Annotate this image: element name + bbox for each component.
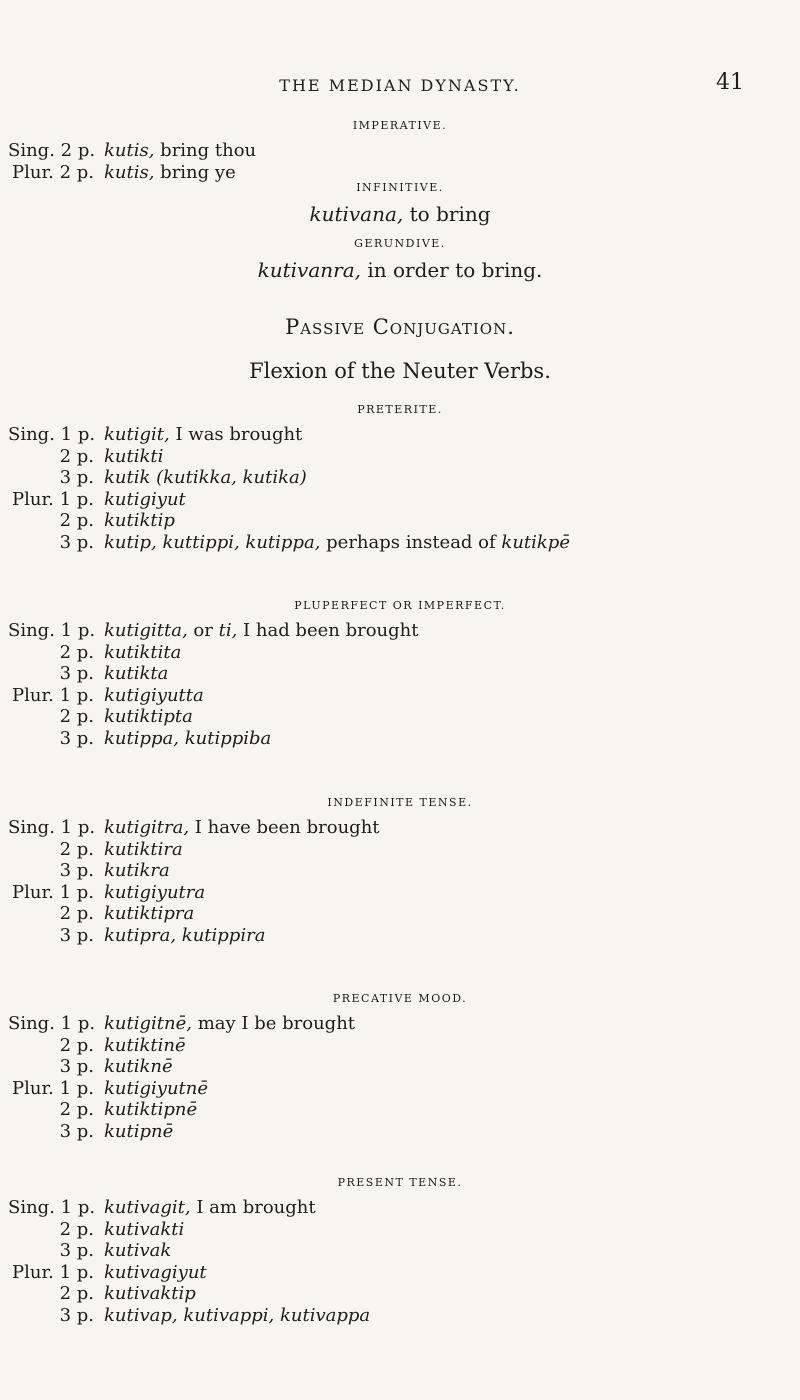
infinitive-line: [0, 202, 800, 226]
person-number: Plur. 1 p.: [12, 1077, 94, 1099]
person-number: 2 p.: [59, 903, 94, 924]
paradigm-row: [0, 1013, 800, 1035]
person-number: 3 p.: [59, 1304, 94, 1326]
paradigm-row: [0, 642, 800, 664]
section-heading: INDEFINITE TENSE.: [327, 796, 473, 809]
gloss: in order to bring.: [361, 258, 543, 282]
verb-form: kutivagiyut: [104, 1261, 207, 1283]
gloss: to bring: [403, 202, 491, 226]
verb-form: kutik (kutikka, kutika): [104, 467, 307, 488]
paradigm-row: [0, 1219, 800, 1241]
person-number: Plur. 1 p.: [12, 684, 94, 706]
verb-form: kutip, kuttippi, kutippa,: [104, 531, 321, 553]
verb-form: kutivakti: [104, 1218, 185, 1240]
tense-section: [0, 598, 800, 749]
person-number: Sing. 1 p.: [8, 817, 96, 838]
paradigm-row: [0, 728, 800, 750]
verb-form: kutivaktip: [104, 1283, 196, 1304]
running-title: THE MEDIAN DYNASTY.: [279, 76, 521, 95]
person-number: 2 p.: [59, 641, 94, 663]
gloss: I am brought: [190, 1197, 316, 1218]
paradigm-row: [0, 489, 800, 511]
verb-form-alt: kutikpē: [501, 531, 570, 553]
person-number: Sing. 1 p.: [8, 1197, 96, 1218]
verb-form: kutiktipta: [104, 706, 193, 727]
tense-section: [0, 1175, 800, 1326]
person-number: 2 p.: [59, 706, 94, 727]
verb-form: kutigiyutta: [104, 684, 204, 706]
imperative-section: [0, 118, 800, 183]
paradigm-row: [0, 882, 800, 904]
verb-form: kutiknē: [104, 1056, 173, 1077]
paradigm-row: [0, 1262, 800, 1284]
gloss: I have been brought: [189, 817, 380, 838]
paradigm-row: [0, 467, 800, 489]
paradigm-row: [0, 860, 800, 882]
gloss: I was brought: [169, 424, 303, 445]
paradigm-row: [0, 1240, 800, 1262]
infinitive-section: [0, 180, 800, 226]
person-number: 2 p.: [59, 1218, 94, 1240]
person-number: 3 p.: [59, 531, 94, 553]
gloss: or: [187, 620, 219, 641]
paradigm-row: [0, 1283, 800, 1305]
verb-form: kutivanra,: [257, 258, 361, 282]
person-number: 3 p.: [59, 727, 94, 749]
passive-heading: [0, 312, 800, 342]
section-heading: INFINITIVE.: [356, 181, 444, 194]
person-number: 2 p.: [59, 1283, 94, 1304]
paradigm-row: [0, 839, 800, 861]
section-heading: PRESENT TENSE.: [337, 1176, 463, 1189]
verb-form: kutiktip: [104, 510, 175, 531]
person-number: Plur. 1 p.: [12, 1261, 94, 1283]
verb-form: kutigiyut: [104, 488, 186, 510]
person-number: Sing. 2 p.: [8, 140, 96, 161]
person-number: 3 p.: [59, 1240, 94, 1261]
verb-form: kutiktinē: [104, 1034, 186, 1056]
paradigm-row: [0, 706, 800, 728]
verb-form-alt: ti,: [218, 620, 238, 641]
paradigm-row: [0, 1035, 800, 1057]
verb-form: kutiktipnē: [104, 1099, 198, 1120]
person-number: Plur. 1 p.: [12, 881, 94, 903]
person-number: Plur. 1 p.: [12, 488, 94, 510]
person-number: Sing. 1 p.: [8, 424, 96, 445]
gerundive-section: [0, 236, 800, 282]
gloss: may I be brought: [191, 1013, 356, 1034]
verb-form: kutis,: [104, 140, 155, 161]
paradigm-row: [0, 446, 800, 468]
verb-form: kutigit,: [104, 424, 170, 445]
verb-form: kutipra, kutippira: [104, 924, 266, 946]
person-number: Sing. 1 p.: [8, 1013, 96, 1034]
paradigm-row: [0, 1056, 800, 1078]
verb-form: kutivana,: [309, 202, 404, 226]
paradigm-row: [0, 140, 800, 162]
person-number: 3 p.: [59, 1120, 94, 1142]
paradigm-row: [0, 1305, 800, 1327]
person-number: 2 p.: [59, 445, 94, 467]
section-heading: IMPERATIVE.: [352, 119, 448, 132]
verb-form: kutipnē: [104, 1120, 174, 1142]
gloss: I had been brought: [237, 620, 419, 641]
page-number: 41: [716, 70, 744, 95]
person-number: 3 p.: [59, 467, 94, 488]
paradigm-row: [0, 1099, 800, 1121]
verb-form: kutigitra,: [104, 817, 190, 838]
section-heading: PLUPERFECT OR IMPERFECT.: [294, 599, 506, 612]
paradigm-row: [0, 510, 800, 532]
paradigm-row: [0, 685, 800, 707]
paradigm-row: [0, 1197, 800, 1219]
verb-form: kutikra: [104, 860, 170, 881]
section-heading: PRECATIVE MOOD.: [332, 992, 468, 1005]
passive-subtitle: Flexion of the Neuter Verbs.: [249, 359, 551, 383]
tense-section: [0, 795, 800, 946]
paradigm-row: [0, 1121, 800, 1143]
verb-form: kutis,: [104, 161, 155, 183]
verb-form: kutigitta,: [104, 620, 188, 641]
verb-form: kutiktipra: [104, 903, 195, 924]
person-number: Plur. 2 p.: [12, 161, 94, 183]
paradigm-row: [0, 817, 800, 839]
tense-section: [0, 402, 800, 553]
verb-form: kutivak: [104, 1240, 172, 1261]
verb-form: kutiktira: [104, 838, 183, 860]
tense-section: [0, 991, 800, 1142]
person-number: 2 p.: [59, 510, 94, 531]
passive-title: Passive Conjugation.: [285, 315, 515, 339]
paradigm-row: [0, 903, 800, 925]
verb-form: kutikta: [104, 663, 169, 684]
verb-form: kutivap, kutivappi, kutivappa: [104, 1304, 371, 1326]
paradigm-row: [0, 532, 800, 554]
section-heading: PRETERITE.: [357, 403, 443, 416]
verb-form: kutigiyutra: [104, 881, 206, 903]
person-number: 3 p.: [59, 860, 94, 881]
paradigm-row: [0, 1078, 800, 1100]
person-number: 3 p.: [59, 1056, 94, 1077]
person-number: 2 p.: [59, 1034, 94, 1056]
gerundive-line: [0, 258, 800, 282]
paradigm-row: [0, 925, 800, 947]
verb-form: kutivagit,: [104, 1197, 191, 1218]
neuter-heading: [0, 356, 800, 386]
paradigm-row: [0, 663, 800, 685]
paradigm-row: [0, 424, 800, 446]
paradigm-row: [0, 620, 800, 642]
verb-form: kutippa, kutippiba: [104, 727, 272, 749]
gloss: bring thou: [154, 140, 257, 161]
gloss: perhaps instead of: [320, 531, 502, 553]
person-number: 2 p.: [59, 1099, 94, 1120]
person-number: 2 p.: [59, 838, 94, 860]
verb-form: kutiktita: [104, 641, 182, 663]
person-number: Sing. 1 p.: [8, 620, 96, 641]
person-number: 3 p.: [59, 663, 94, 684]
verb-form: kutigiyutnē: [104, 1077, 209, 1099]
gloss: bring ye: [154, 161, 236, 183]
verb-form: kutigitnē,: [104, 1013, 192, 1034]
section-heading: GERUNDIVE.: [354, 237, 446, 250]
verb-form: kutikti: [104, 445, 164, 467]
person-number: 3 p.: [59, 924, 94, 946]
